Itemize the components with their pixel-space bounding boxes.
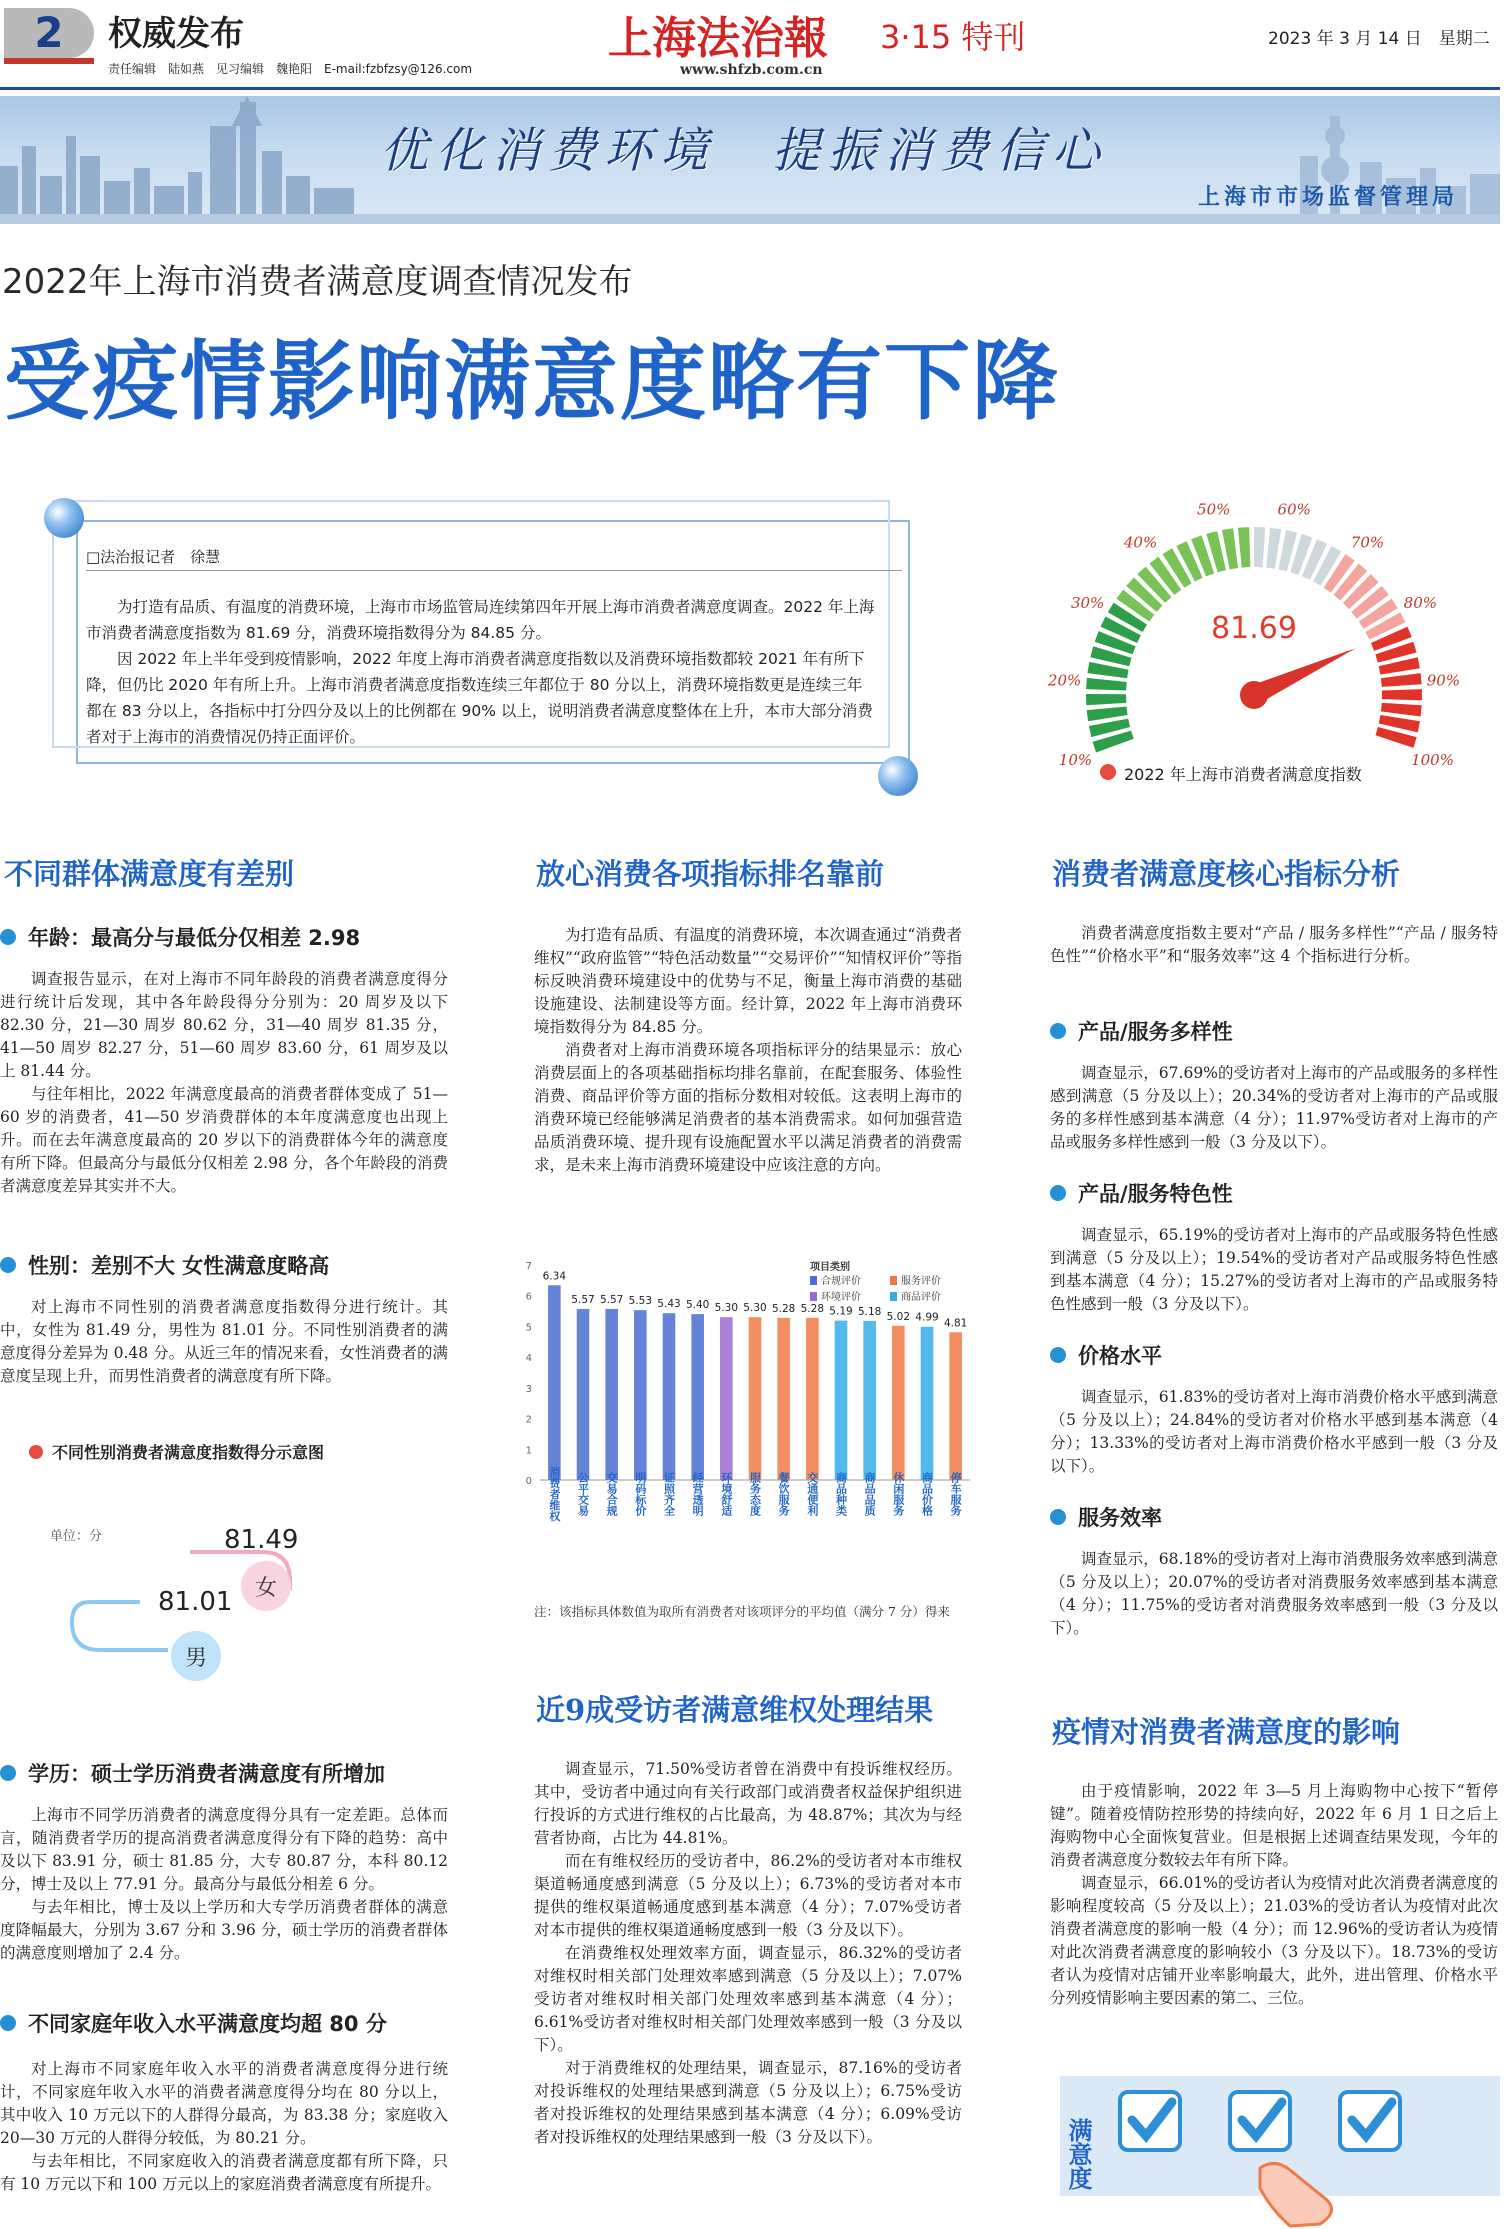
article-text-core-intro <box>1050 922 1498 968</box>
bar-value-label: 5.40 <box>685 1299 710 1312</box>
section-heading-rights: 近9成受访者满意维权处理结果 <box>536 1693 934 1727</box>
gauge-segment <box>1381 703 1422 717</box>
y-tick-label: 6 <box>525 1291 532 1303</box>
bar-value-label: 4.99 <box>915 1311 939 1324</box>
website-link[interactable]: www.shfzb.com.cn <box>680 62 823 78</box>
paragraph: 消费者对上海市消费环境各项指标评分的结果显示：放心消费层面上的各项基础指标均排名靠前，在配套服务、体验性消费、商品评价等方面的指标分数相对较低。这表明上海市的消费环境已经能够满足消费者的基本消费需求。如何加强营造品质消费环境、提升现有设施配置水平以满足消费者的消费需求，是未来上海市消费环境建设中应该注意的方向。 <box>534 1041 962 1174</box>
female-label: 女 <box>254 1576 278 1601</box>
subheading-age <box>0 922 360 952</box>
paragraph: 上海市不同学历消费者的满意度得分具有一定差距。总体而言，随消费者学历的提高消费者满意度得分有下降的趋势：高中及以下 83.91 分，硕士 81.85 分，大专 80.87 分，本科 80.12 分，博士及以上 77.91 分。最高分与最低分相差 6 分。 <box>0 1806 448 1893</box>
bar-value-label: 5.53 <box>628 1295 653 1308</box>
y-tick-label: 7 <box>525 1261 532 1272</box>
y-tick-label: 3 <box>525 1383 532 1395</box>
bar <box>691 1314 704 1480</box>
article-text-price <box>1050 1386 1498 1478</box>
gauge-segment <box>1086 694 1126 705</box>
intro-paragraph: 因 2022 年上半年受到疫情影响，2022 年度上海市消费者满意度指数以及消费环境指数都较 2021 年有所下降，但仍比 2020 年有所上升。上海市消费者满意度指数连续三年都位于 80 分以上，消费环境指数更是连续三年都在 83 分以上，各指标中打分四分及以上的比例都在 90% 以上，说明消费者满意度整体在上升，本市大部分消费者对于上海市的消费情况仍持正面评价。 <box>86 650 873 746</box>
paragraph: 调查显示，71.50%受访者曾在消费中有投诉维权经历。其中，受访者中通过向有关行政部门或消费者权益保护组织进行投诉的方式进行维权的占比最高，为 48.87%；其次为与经营者协商，占比为 44.81%。 <box>534 1760 962 1847</box>
paragraph: 由于疫情影响，2022 年 3—5 月上海购物中心按下“暂停键”。随着疫情防控形势的持续向好，2022 年 6 月 1 日之后上海购物中心全面恢复营业。但是根据上述调查结果发现，今年的消费者满意度分数较去年有所下降。 <box>1050 1782 1498 1869</box>
y-tick-label: 2 <box>525 1414 532 1426</box>
x-tick-label: 公平交易 <box>576 1472 590 1516</box>
legend-label: 环境评价 <box>821 1292 861 1303</box>
gauge-tick-label: 50% <box>1197 500 1231 519</box>
y-tick-label: 4 <box>525 1353 532 1365</box>
x-tick-label: 经营透明 <box>691 1472 705 1516</box>
paragraph: 对于消费维权的处理结果，调查显示，87.16%的受访者对投诉维权的处理结果感到满意（5 分及以上）；6.75%受访者对投诉维权的处理结果感到基本满意（4 分）；6.09%受访者对投诉维权的处理结果感到一般（3 分及以下）。 <box>534 2059 962 2146</box>
x-tick-label: 商品品质 <box>863 1472 877 1516</box>
gauge-caption: 2022 年上海市消费者满意度指数 <box>1124 765 1362 784</box>
checkbox-icon <box>1120 2092 1180 2150</box>
legend-dot <box>1100 764 1116 780</box>
satisfaction-gauge <box>1047 500 1506 780</box>
subheading-income <box>0 2008 387 2038</box>
gauge-segment <box>1381 673 1422 687</box>
gauge-tick-label: 30% <box>1070 594 1105 613</box>
gauge-tick-label: 60% <box>1277 500 1311 519</box>
x-tick-label: 商品种类 <box>834 1472 848 1516</box>
subheading-text: 学历：硕士学历消费者满意度有所增加 <box>28 1762 385 1786</box>
page-number: 2 <box>4 8 94 58</box>
bullet-icon <box>0 929 16 945</box>
subheading-text: 性别：差别不大 女性满意度略高 <box>28 1254 330 1278</box>
legend-label: 合规评价 <box>821 1276 861 1287</box>
female-value: 81.49 <box>224 1525 299 1555</box>
bar <box>605 1309 618 1480</box>
checkbox-icon <box>1340 2092 1400 2150</box>
paragraph: 在消费维权处理效率方面，调查显示，86.32%的受访者对维权时相关部门处理效率感到满意（5 分及以上）；7.07%受访者对维权时相关部门处理效率感到基本满意（4 分）；6.61%受访者对维权时相关部门处理效率感到一般（3 分及以下）。 <box>534 1944 962 2054</box>
legend-swatch <box>890 1276 897 1285</box>
illustration-label: 满意度 <box>1064 2118 1092 2190</box>
x-tick-label: 明码标价 <box>633 1472 647 1516</box>
bullet-icon <box>1050 1023 1066 1039</box>
gauge-tick-label: 80% <box>1403 594 1438 613</box>
bar <box>663 1313 676 1480</box>
paragraph: 调查显示，61.83%的受访者对上海市消费价格水平感到满意（5 分及以上）；24.84%的受访者对价格水平感到基本满意（4 分）；13.33%的受访者对上海市消费价格水平感到一般（3 分及以下）。 <box>1050 1388 1498 1475</box>
bar-value-label: 5.30 <box>714 1302 739 1315</box>
article-text-rights <box>534 1758 962 2149</box>
gauge-segment <box>1238 527 1250 568</box>
paragraph: 调查显示，66.01%的受访者认为疫情对此次消费者满意度的影响程度较高（5 分及以上）；21.03%的受访者认为疫情对此次消费者满意度的影响一般（4 分）；而 12.96%的受访者认为疫情对此次消费者满意度的影响较小（3 分及以下）。18.73%的受访者认为疫情对店铺开业率影响最大，此外，进出管理、价格水平分列疫情影响主要因素的第二、三位。 <box>1050 1874 1498 2007</box>
intro-text <box>86 594 876 750</box>
article-text-education <box>0 1804 448 1965</box>
bar-value-label: 6.34 <box>542 1270 567 1283</box>
decorative-orb <box>878 756 918 796</box>
section-heading-indicators: 放心消费各项指标排名靠前 <box>536 857 885 891</box>
bullet-icon <box>0 1765 16 1781</box>
subheading-text: 价格水平 <box>1078 1344 1162 1368</box>
section-heading-core: 消费者满意度核心指标分析 <box>1052 857 1401 891</box>
article-text-diversity <box>1050 1062 1498 1154</box>
gauge-tick-label: 100% <box>1411 750 1454 769</box>
bar <box>863 1321 876 1480</box>
subheading-text: 年龄：最高分与最低分仅相差 2.98 <box>28 926 361 950</box>
section-title: 权威发布 <box>108 14 244 54</box>
gender-chart-title: 不同性别消费者满意度指数得分示意图 <box>52 1443 325 1462</box>
y-tick-label: 5 <box>525 1322 532 1334</box>
gauge-segment <box>1086 678 1127 691</box>
y-tick-label: 1 <box>525 1445 532 1457</box>
intro-paragraph: 为打造有品质、有温度的消费环境，上海市市场监管局连续第四年开展上海市消费者满意度调查。2022 年上海市消费者满意度指数为 81.69 分，消费环境指数得分为 84.85 分。 <box>86 598 875 642</box>
bar <box>777 1318 790 1480</box>
editors-line: 责任编辑 陆如燕 见习编辑 魏艳阳 E-mail:fzbfzsy@126.com <box>108 62 473 76</box>
bar-value-label: 4.81 <box>943 1317 968 1330</box>
male-value: 81.01 <box>158 1587 233 1617</box>
article-text-gender <box>0 1296 448 1388</box>
gauge-tick-label: 90% <box>1426 671 1461 690</box>
article-text-pandemic <box>1050 1780 1498 2010</box>
paragraph: 对上海市不同家庭年收入水平的消费者满意度得分进行统计，不同家庭年收入水平的消费者满意度得分均在 80 分以上，其中收入 10 万元以下的人群得分最高，为 83.38 分；家庭收入 20—30 万元的人群得分较低，为 80.21 分。 <box>0 2060 448 2147</box>
bar-value-label: 5.19 <box>829 1305 853 1318</box>
bar-value-label: 5.28 <box>771 1302 796 1315</box>
paragraph: 与往年相比，2022 年满意度最高的消费者群体变成了 51—60 岁的消费者，41—50 岁消费群体的本年度满意度也出现上升。而在去年满意度最高的 20 岁以下的消费群体今年的满意度有所下降。但最高分与最低分仅相差 2.98 分，各个年龄段的消费者满意度差异其实并不大。 <box>0 1085 448 1195</box>
bullet-icon <box>0 1257 16 1273</box>
bar <box>806 1318 819 1480</box>
bullet-icon <box>0 2015 16 2031</box>
subheading-text: 产品/服务特色性 <box>1078 1182 1233 1206</box>
x-tick-label: 停车服务 <box>949 1472 963 1516</box>
paragraph: 与去年相比，不同家庭收入的消费者满意度都有所下降，只有 10 万元以下和 100 万元以上的家庭消费者满意度有所提升。 <box>0 2152 448 2193</box>
gauge-tick-label: 20% <box>1047 671 1082 690</box>
legend-label: 服务评价 <box>901 1276 941 1287</box>
x-tick-label: 服务态度 <box>748 1472 762 1516</box>
legend-swatch <box>810 1292 817 1301</box>
paragraph: 对上海市不同性别的消费者满意度指数得分进行统计。其中，女性为 81.49 分，男性为 81.01 分。不同性别消费者的满意度得分差异为 0.48 分。从近三年的情况来看，女性消费者的满意度呈现上升，而男性消费者的满意度有所下降。 <box>0 1298 448 1385</box>
x-tick-label: 商品价格 <box>920 1472 934 1516</box>
gender-chart-unit: 单位：分 <box>50 1529 103 1544</box>
subheading-efficiency <box>1050 1502 1162 1532</box>
x-tick-label: 环境舒适 <box>719 1472 733 1516</box>
bar-value-label: 5.57 <box>571 1293 595 1306</box>
gauge-segment <box>1087 706 1128 721</box>
x-tick-label: 交通便利 <box>805 1472 819 1516</box>
legend-title: 项目类别 <box>810 1262 850 1273</box>
bar-value-label: 5.43 <box>657 1298 681 1311</box>
bar-value-label: 5.02 <box>886 1310 911 1323</box>
paragraph: 而在有维权经历的受访者中，86.2%的受访者对本市维权渠道畅通度感到满意（5 分及以上）；6.73%的受访者对本市提供的维权渠道畅通度感到基本满意（4 分）；7.07%受访者对本市提供的维权渠道通畅度感到一般（3 分及以下）。 <box>534 1852 962 1939</box>
paragraph: 调查显示，67.69%的受访者对上海市的产品或服务的多样性感到满意（5 分及以上）；20.34%的受访者对上海市的产品或服务的多样性感到基本满意（4 分）；11.97%受访者对上海市的产品或服务多样性感到一般（3 分及以下）。 <box>1050 1064 1498 1151</box>
bar <box>921 1327 934 1480</box>
gauge-tick-label: 70% <box>1350 533 1385 552</box>
subheading-text: 不同家庭年收入水平满意度均超 80 分 <box>28 2012 387 2036</box>
article-text-age <box>0 968 448 1198</box>
section-heading-groups: 不同群体满意度有差别 <box>4 857 295 891</box>
divider <box>86 570 902 571</box>
subheading-features <box>1050 1178 1233 1208</box>
gauge-segment <box>1254 527 1265 567</box>
bar <box>749 1317 762 1480</box>
paragraph: 调查报告显示，在对上海市不同年龄段的消费者满意度得分进行统计后发现，其中各年龄段得分分别为：20 周岁及以下 82.30 分，21—30 周岁 80.62 分，31—40 周岁 81.35 分，41—50 周岁 82.27 分，51—60 周岁 83.60 分，61 周岁及以上 81.44 分。 <box>0 970 448 1080</box>
gauge-segment <box>1266 528 1281 569</box>
gauge-tick-label: 10% <box>1058 750 1093 769</box>
subheading-text: 产品/服务多样性 <box>1078 1020 1233 1044</box>
banner-slogan: 优化消费环境 提振消费信心 <box>380 123 1109 179</box>
paragraph: 调查显示，65.19%的受访者对上海市的产品或服务特色性感到满意（5 分及以上）；19.54%的受访者对产品或服务特色性感到基本满意（4 分）；15.27%的受访者对上海市的产品或服务特色性感到一般（3 分及以下）。 <box>1050 1226 1498 1313</box>
bar <box>720 1317 733 1480</box>
x-tick-label: 交易合规 <box>605 1472 619 1516</box>
paragraph: 调查显示，68.18%的受访者对上海市消费服务效率感到满意（5 分及以上）；20.07%的受访者对消费服务效率感到基本满意（4 分）；11.75%的受访者对消费服务效率感到一般（3 分及以下）。 <box>1050 1550 1498 1637</box>
section-heading-pandemic: 疫情对消费者满意度的影响 <box>1052 1715 1401 1749</box>
gauge-value: 81.69 <box>1211 611 1297 646</box>
chart-note: 注：该指标具体数值为取所有消费者对该项评分的平均值（满分 7 分）得来 <box>534 1604 950 1619</box>
legend-swatch <box>810 1276 817 1285</box>
legend-label: 商品评价 <box>901 1292 941 1303</box>
gauge-hub <box>1240 681 1268 709</box>
subheading-diversity <box>1050 1016 1233 1046</box>
subheading-text: 服务效率 <box>1078 1506 1162 1530</box>
checkbox-icon <box>1230 2092 1290 2150</box>
paragraph: 与去年相比，博士及以上学历和大专学历消费者群体的满意度降幅最大，分别为 3.67 分和 3.96 分，硕士学历的消费者群体的满意度则增加了 2.4 分。 <box>0 1898 448 1962</box>
consumer-environment-bar-chart <box>510 1250 980 1622</box>
subheading-education <box>0 1758 385 1788</box>
legend-swatch <box>890 1292 897 1301</box>
bar <box>577 1309 590 1480</box>
bullet-icon <box>1050 1509 1066 1525</box>
male-connector <box>72 1602 168 1650</box>
banner <box>0 96 1500 224</box>
bullet-icon <box>1050 1347 1066 1363</box>
bar <box>548 1285 561 1480</box>
paragraph: 为打造有品质、有温度的消费环境，本次调查通过“消费者维权”“政府监管”“特色活动数量”“交易评价”“知情权评价”等指标反映消费环境建设中的优势与不足，衡量上海市消费的基础设施建设、法制建设等方面。经计算，2022 年上海市消费环境指数得分为 84.85 分。 <box>534 926 962 1036</box>
chart-bars <box>543 1270 968 1522</box>
subheading-price <box>1050 1340 1162 1370</box>
x-tick-label: 消费者维权 <box>547 1466 561 1522</box>
newspaper-logo: 上海法治報 <box>608 13 828 64</box>
satisfaction-checkbox-illustration <box>1060 2058 1500 2228</box>
bar-value-label: 5.30 <box>743 1302 767 1315</box>
article-text-efficiency <box>1050 1548 1498 1640</box>
gauge-segment <box>1382 689 1422 700</box>
bullet-icon <box>1050 1185 1066 1201</box>
bar <box>892 1326 905 1480</box>
article-text-features <box>1050 1224 1498 1316</box>
bar-value-label: 5.28 <box>800 1302 825 1315</box>
male-label: 男 <box>184 1646 208 1671</box>
paragraph: 消费者满意度指数主要对“产品 / 服务多样性”“产品 / 服务特色性”“价格水平”和“服务效率”这 4 个指标进行分析。 <box>1050 924 1498 965</box>
x-tick-label: 休闲服务 <box>891 1472 905 1516</box>
byline: □法治报记者 徐慧 <box>86 548 221 566</box>
bar <box>835 1321 848 1480</box>
x-tick-label: 证照齐全 <box>662 1472 676 1516</box>
gauge-tick-label: 40% <box>1123 533 1158 552</box>
subheading-gender <box>0 1250 329 1280</box>
y-tick-label: 0 <box>525 1476 532 1487</box>
article-text-indicators <box>534 924 962 1177</box>
legend-dot <box>29 1445 43 1459</box>
banner-organization: 上海市市场监督管理局 <box>1198 185 1459 210</box>
bar <box>949 1332 962 1480</box>
gender-satisfaction-chart <box>0 1440 460 1710</box>
subheadline: 2022年上海市消费者满意度调查情况发布 <box>2 262 633 302</box>
issue-date: 2023 年 3 月 14 日 星期二 <box>1268 29 1490 49</box>
bar-value-label: 5.57 <box>599 1293 624 1306</box>
headline: 受疫情影响满意度略有下降 <box>4 332 1060 432</box>
decorative-orb <box>44 498 84 538</box>
bar-value-label: 5.18 <box>857 1305 882 1318</box>
special-edition-label: 3·15 特刊 <box>880 18 1026 56</box>
bar <box>634 1310 647 1480</box>
chart-legend <box>810 1260 941 1303</box>
article-text-income <box>0 2058 448 2196</box>
x-tick-label: 餐饮服务 <box>777 1472 791 1516</box>
